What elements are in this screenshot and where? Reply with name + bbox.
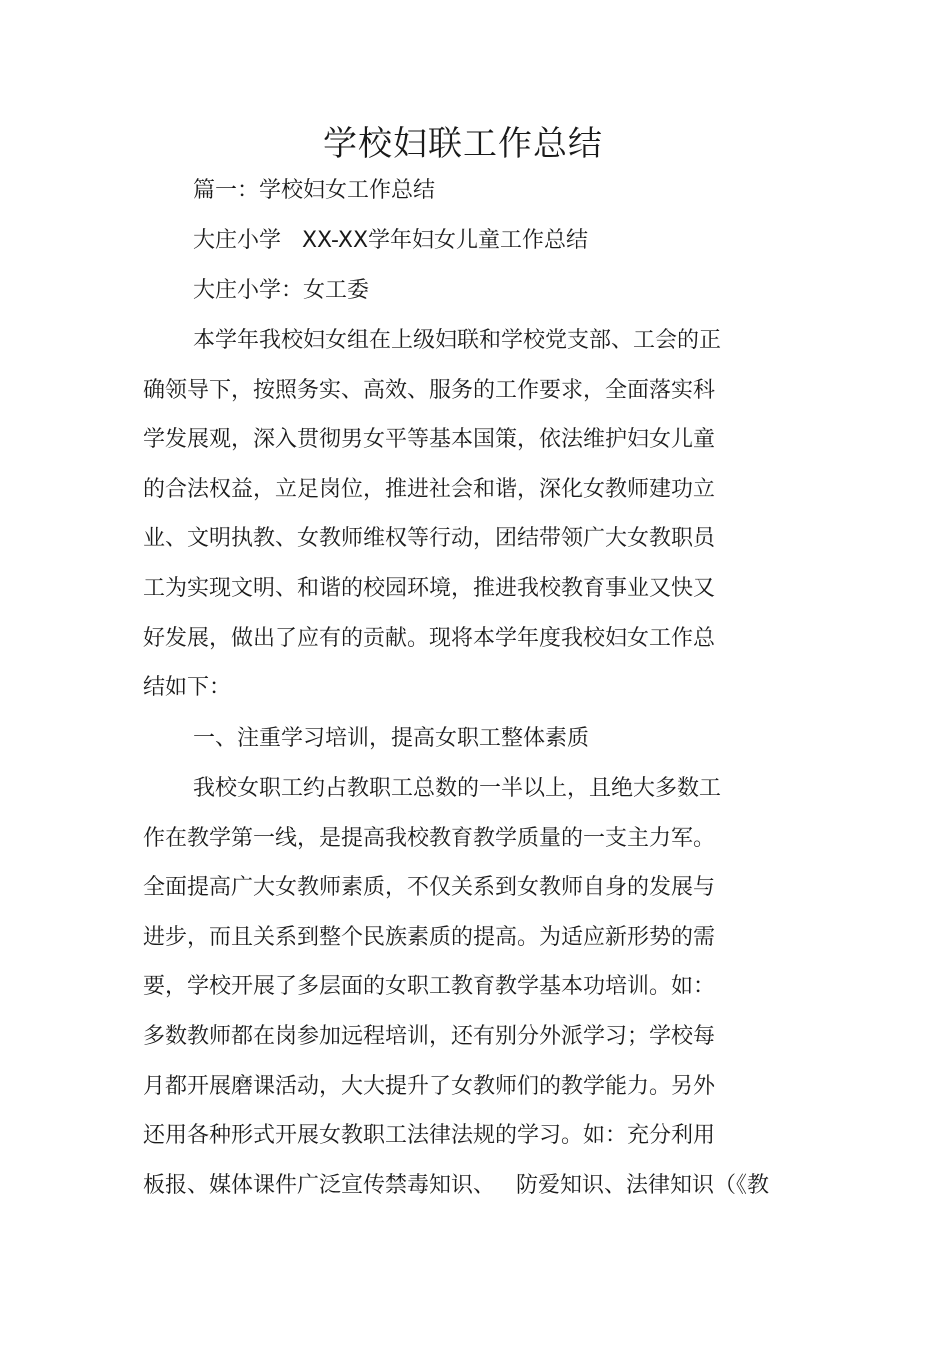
paragraph-line: 月都开展磨课活动，大大提升了女教师们的教学能力。另外: [143, 1074, 716, 1099]
paragraph-line: 好发展，做出了应有的贡献。现将本学年度我校妇女工作总: [143, 626, 716, 651]
document-title: 学校妇联工作总结: [323, 124, 603, 164]
paragraph-line: 作在教学第一线，是提高我校教育教学质量的一支主力军。: [143, 826, 716, 851]
paragraph-line: 进步，而且关系到整个民族素质的提高。为适应新形势的需: [143, 925, 716, 950]
paragraph-line: 多数教师都在岗参加远程培训，还有别分外派学习；学校每: [143, 1024, 716, 1049]
paragraph-line: 结如下：: [143, 675, 232, 700]
paragraph-line: 还用各种形式开展女教职工法律法规的学习。如：充分利用: [143, 1123, 716, 1148]
section-heading: 一、注重学习培训，提高女职工整体素质: [193, 726, 590, 751]
document-subtitle: 篇一：学校妇女工作总结: [193, 178, 436, 203]
paragraph-line: 的合法权益，立足岗位，推进社会和谐，深化女教师建功立: [143, 477, 716, 502]
paragraph-line: 工为实现文明、和谐的校园环境，推进我校教育事业又快又: [143, 576, 716, 601]
committee-line: 大庄小学：女工委: [193, 278, 370, 303]
paragraph-line: 本学年我校妇女组在上级妇联和学校党支部、工会的正: [193, 328, 722, 353]
school-report-heading: 大庄小学 XX-XX学年妇女儿童工作总结: [193, 228, 589, 253]
paragraph-line: 确领导下，按照务实、高效、服务的工作要求，全面落实科: [143, 378, 716, 403]
paragraph-line: 业、文明执教、女教师维权等行动，团结带领广大女教职员: [143, 526, 716, 551]
paragraph-line: 板报、媒体课件广泛宣传禁毒知识、 防爱知识、法律知识（《教: [143, 1173, 769, 1198]
paragraph-line: 我校女职工约占教职工总数的一半以上，且绝大多数工: [193, 776, 722, 801]
paragraph-line: 全面提高广大女教师素质，不仅关系到女教师自身的发展与: [143, 875, 716, 900]
paragraph-line: 要，学校开展了多层面的女职工教育教学基本功培训。如：: [143, 974, 716, 999]
paragraph-line: 学发展观，深入贯彻男女平等基本国策，依法维护妇女儿童: [143, 427, 716, 452]
